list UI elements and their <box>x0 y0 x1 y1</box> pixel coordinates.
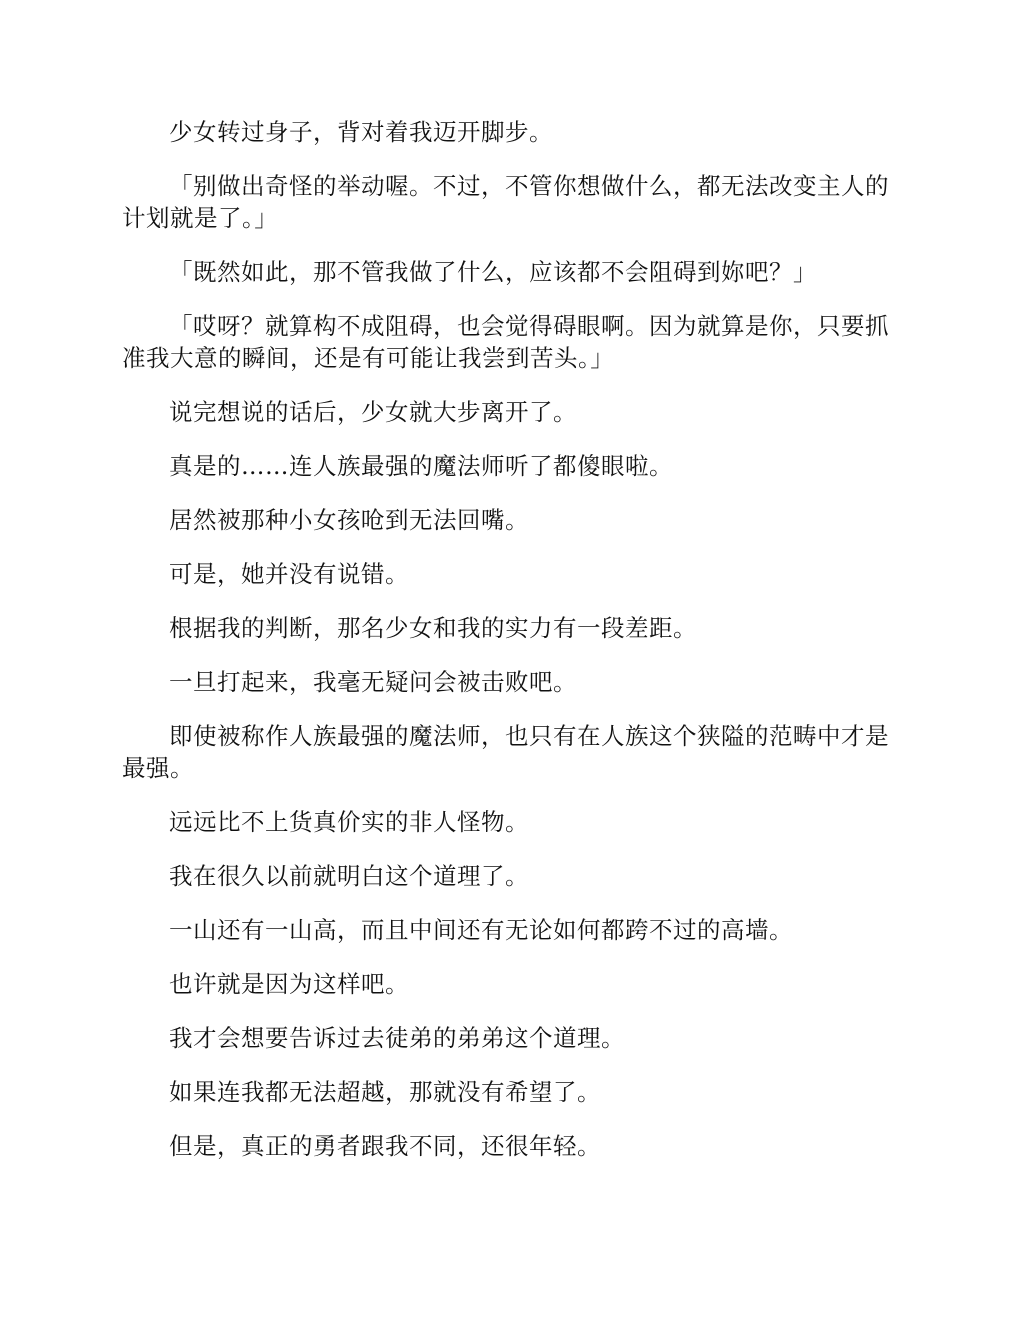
paragraph: 真是的……连人族最强的魔法师听了都傻眼啦。 <box>169 452 673 480</box>
paragraph: 「既然如此，那不管我做了什么，应该都不会阻碍到妳吧？」 <box>169 258 817 286</box>
paragraph: 我在很久以前就明白这个道理了。 <box>169 862 529 890</box>
paragraph: 居然被那种小女孩呛到无法回嘴。 <box>169 506 529 534</box>
document-page <box>122 116 900 1184</box>
paragraph: 但是，真正的勇者跟我不同，还很年轻。 <box>169 1132 601 1160</box>
paragraph: 如果连我都无法超越，那就没有希望了。 <box>169 1078 601 1106</box>
paragraph: 我才会想要告诉过去徒弟的弟弟这个道理。 <box>169 1024 625 1052</box>
paragraph: 远远比不上货真价实的非人怪物。 <box>169 808 529 836</box>
paragraph: 一旦打起来，我毫无疑问会被击败吧。 <box>169 668 577 696</box>
paragraph: 也许就是因为这样吧。 <box>169 970 409 998</box>
paragraph: 少女转过身子，背对着我迈开脚步。 <box>169 118 553 146</box>
paragraph: 「哎呀？就算构不成阻碍，也会觉得碍眼啊。因为就算是你，只要抓准我大意的瞬间，还是有可能让我尝到苦头。」 <box>122 312 889 372</box>
paragraph: 「别做出奇怪的举动喔。不过，不管你想做什么，都无法改变主人的计划就是了。」 <box>122 172 889 232</box>
paragraph: 即使被称作人族最强的魔法师，也只有在人族这个狭隘的范畴中才是最强。 <box>122 722 889 782</box>
paragraph: 根据我的判断，那名少女和我的实力有一段差距。 <box>169 614 697 642</box>
paragraph: 说完想说的话后，少女就大步离开了。 <box>169 398 577 426</box>
paragraph: 一山还有一山高，而且中间还有无论如何都跨不过的高墙。 <box>169 916 793 944</box>
paragraph: 可是，她并没有说错。 <box>169 560 409 588</box>
